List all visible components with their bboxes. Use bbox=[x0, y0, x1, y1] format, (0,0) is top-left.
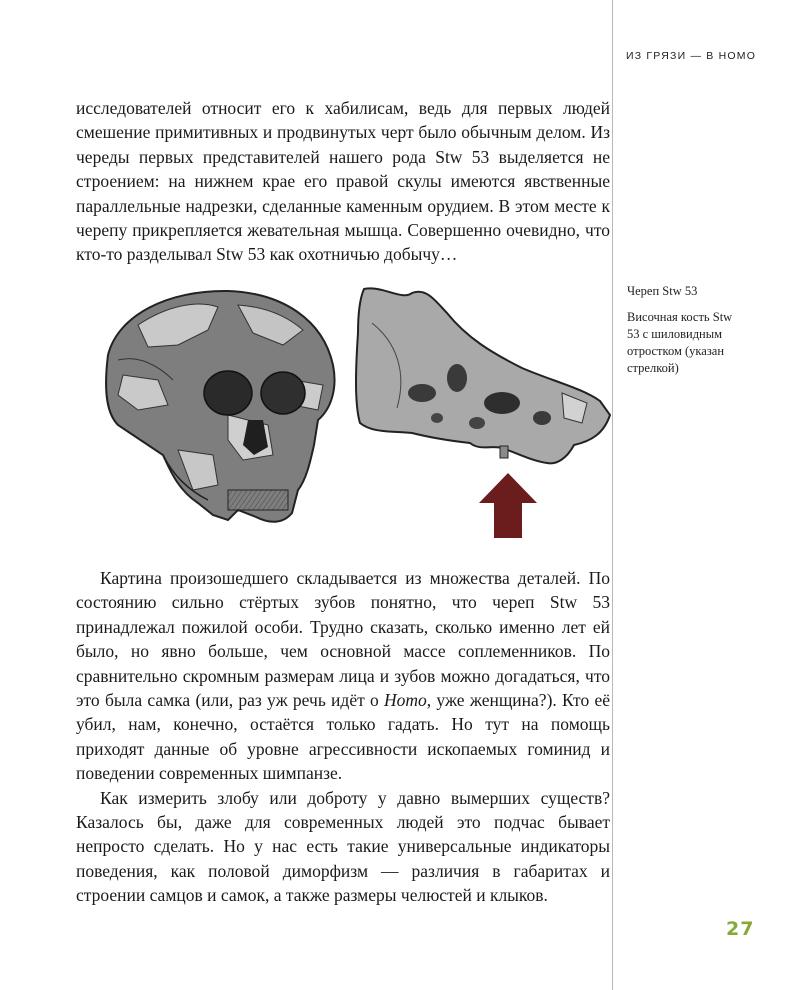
paragraph: Картина произошедшего складывается из множества деталей. По состоянию сильно стёртых зубов понятно, что череп Stw 53 принадлежал пожилой особи. Трудно сказать, сколько именно лет ей было, но явно больше, чем основной массе соплеменников. По сравнительно скромным размерам лица и зубов можно догадаться, что это была самка (или, раз уж речь идёт о Homo, уже женщина?). Кто её убил, нам, конечно, остаётся только гадать. Но тут на помощь приходят данные об уровне агрессивности ископаемых гоминид и поведении современных шимпанзе. bbox=[76, 568, 611, 784]
temporal-bone-illustration bbox=[352, 283, 614, 543]
paragraph: исследователей относит его к хабилисам, ведь для первых людей смешение примитивных и продвинутых черт было обычным делом. Из череды первых представителей нашего рода Stw 53 выделяется не строением: на нижнем крае его правой скулы имеются явственные параллельные надрезки, сделанные каменным орудием. В этом месте к черепу прикрепляется жевательная мышца. Совершенно очевидно, что кто-то разделывал Stw 53 как охотничью добычу… bbox=[76, 98, 610, 265]
figure-caption-title: Череп Stw 53 bbox=[627, 284, 698, 298]
eye-socket-left bbox=[204, 371, 252, 415]
text-block-top bbox=[76, 96, 610, 267]
eye-socket-right bbox=[261, 372, 305, 414]
indicator-arrow bbox=[479, 473, 537, 538]
paragraph: Как измерить злобу или доброту у давно вымерших существ? Казалось бы, даже для современных людей это подчас бывает непросто сделать. Но у нас есть такие универсальные индикаторы поведения, как половой диморфизм — различия в габаритах и строении самцов и самок, а также размеры челюстей и клыков. bbox=[76, 787, 610, 906]
page-number: 27 bbox=[726, 918, 755, 940]
figure-caption-description: Височная кость Stw 53 с шиловидным отростком (указан стрелкой) bbox=[627, 310, 733, 375]
italic-term: Homo bbox=[384, 690, 427, 711]
temporal-bone bbox=[356, 288, 610, 463]
skull-illustration bbox=[78, 285, 340, 530]
text-block-bottom bbox=[76, 566, 610, 908]
styloid-process bbox=[500, 446, 508, 458]
teeth-row bbox=[228, 490, 288, 510]
running-title: ИЗ ГРЯЗИ — В HOMO bbox=[626, 50, 757, 62]
